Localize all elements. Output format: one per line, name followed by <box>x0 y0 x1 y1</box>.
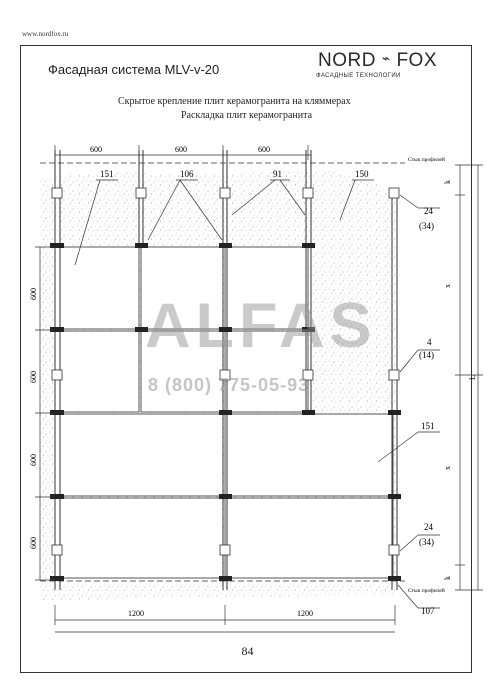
left-dim-2: 600 <box>29 371 38 383</box>
dim-k-bottom: k <box>443 576 452 580</box>
left-dim-3: 600 <box>29 454 38 466</box>
panel <box>55 414 223 496</box>
watermark-brand: ALFAS <box>145 291 377 361</box>
top-dim-1: 600 <box>90 145 102 154</box>
callout-107: 107 <box>421 606 435 616</box>
bottom-dim-1: 1200 <box>128 609 144 618</box>
subtitle-line-2: Раскладка плит керамогранита <box>181 110 313 121</box>
bottom-dim-2: 1200 <box>297 609 313 618</box>
left-dim-1: 600 <box>29 288 38 300</box>
dim-x-lower: x <box>443 466 452 470</box>
logo-tagline: ФАСАДНЫЕ ТЕХНОЛОГИИ <box>316 73 401 79</box>
callout-24-bottom: 24 <box>424 522 433 532</box>
logo-word-right: FOX <box>396 50 438 71</box>
page-number: 84 <box>241 644 254 658</box>
bottom-dimension-chain <box>55 605 395 625</box>
dim-k-top: k <box>443 180 452 184</box>
watermark-phone: 8 (800) 775-05-93 <box>148 375 310 395</box>
callout-151-right: 151 <box>421 421 435 431</box>
left-dim-4: 600 <box>29 537 38 549</box>
callout-14: (14) <box>419 350 434 360</box>
top-dim-2: 600 <box>175 145 187 154</box>
callout-91: 91 <box>273 169 282 179</box>
panel <box>225 414 393 496</box>
panel <box>55 498 223 578</box>
callout-106: 106 <box>180 169 194 179</box>
fox-icon: ⌁ <box>381 50 391 66</box>
logo-word-left: NORD <box>318 50 376 71</box>
callout-151-top: 151 <box>100 169 114 179</box>
page-title: Фасадная система MLV-v-20 <box>48 62 220 77</box>
panel <box>55 247 139 329</box>
callout-24-top: 24 <box>424 206 433 216</box>
callout-34-bottom: (34) <box>419 537 434 547</box>
callout-150: 150 <box>355 169 369 179</box>
subtitle-line-1: Скрытое крепление плит керамогранита на кляммерах <box>118 96 351 107</box>
callout-34-top: (34) <box>419 221 434 231</box>
joint-label-bottom: Стык профилей <box>408 588 445 594</box>
callout-4: 4 <box>427 337 432 347</box>
panel <box>225 498 393 578</box>
site-url: www.nordfox.ru <box>22 30 69 38</box>
dim-x-upper: x <box>443 284 452 288</box>
dim-L: L <box>468 375 477 380</box>
top-dim-3: 600 <box>258 145 270 154</box>
panel <box>55 331 139 412</box>
joint-label-top: Стык профилей <box>408 157 445 163</box>
